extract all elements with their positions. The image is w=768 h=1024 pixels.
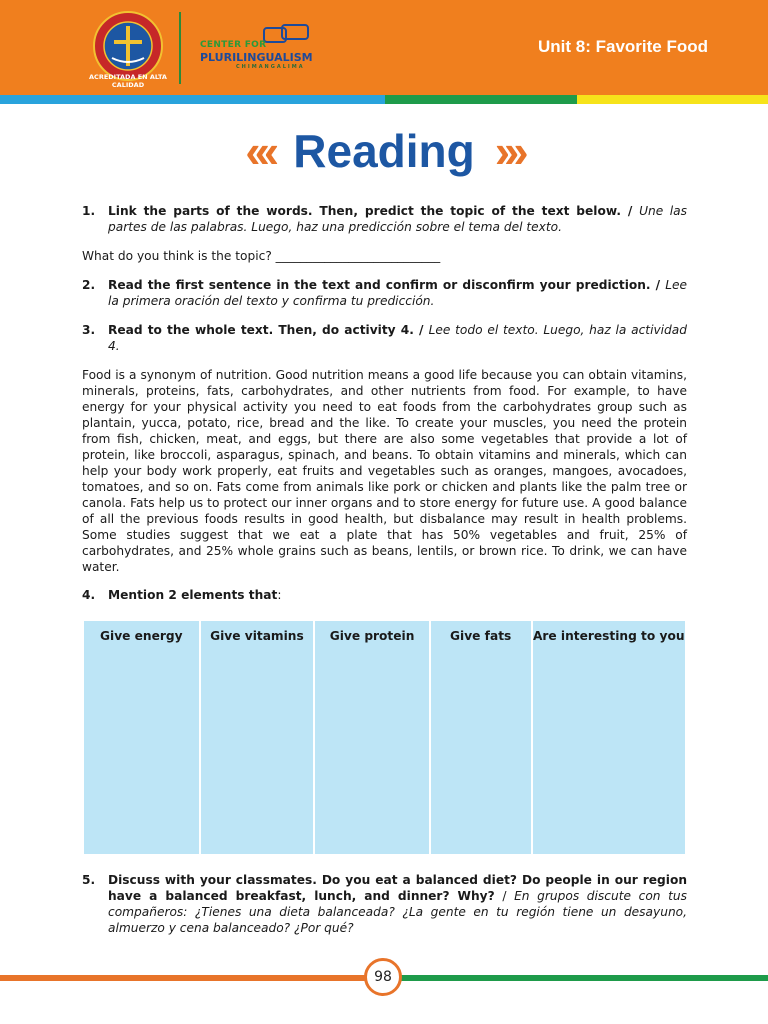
- table-header-give-protein[interactable]: Give protein: [315, 621, 431, 854]
- reading-content: [82, 203, 687, 616]
- instruction-2: 2. Read the first sentence in the text and confirm or disconfirm your prediction. / Lee la primera oración del texto y confirma tu predicción.: [82, 278, 688, 308]
- speech-bubbles-icon: [262, 24, 312, 46]
- plurilingualism-text: PLURILINGUALISM: [200, 51, 313, 64]
- logo-divider: [179, 12, 181, 84]
- chimangalima-text: CHIMANGALIMA: [236, 64, 305, 70]
- left-chevrons-icon: ‹‹‹: [245, 125, 274, 177]
- page-number: 98: [364, 958, 402, 996]
- header-color-stripe: [0, 95, 768, 104]
- instruction-5: 5. Discuss with your classmates. Do you eat a balanced diet? Do people in our region have a balanced breakfast, lunch, and dinner? Why? / En grupos discute con tus compañeros: ¿Tienes una dieta balanceada? ¿La gente en tu región tiene un desayuno, almuerzo y cena balanceado? ¿Por qué?: [82, 873, 688, 935]
- reading-passage: Food is a synonym of nutrition. Good nutrition means a good life because you can obtain vitamins, minerals, proteins, fats, carbohydrates, and other nutrients from food. For example, to have energy for your physical activity you need to eat foods from the carbohydrates group such as plantain, yucca, potato, rice, bread and the like. To create your muscles, you need the protein from fish, chicken, meat, and eggs, but there are also some vegetables that provide a lot of protein, like broccoli, asparagus, spinach, and beans. To obtain vitamins and minerals, which can help your body work properly, eat fruits and vegetables such as oranges, mangoes, avocadoes, tomatoes, and so on. Fats come from animals like pork or chicken and plants like the palm tree or canola. Fats help us to protect our inner organs and to store energy for future use. A good balance of all the previous foods results in good health, but disbalance may result in health problems. Some studies suggest that we eat a plate that has 50% vegetables and fruit, 25% of carbohydrates, and 25% whole grains such as beans, lentils, or brown rice. To drink, we can have water.: [82, 368, 687, 574]
- reading-heading: Reading: [293, 125, 475, 177]
- center-for-text: CENTER FOR: [200, 40, 267, 50]
- instruction-4: 4. Mention 2 elements that:: [82, 588, 282, 602]
- instruction-3: 3. Read to the whole text. Then, do activity 4. / Lee todo el texto. Luego, haz la actividad 4.: [82, 323, 688, 353]
- university-seal-icon: [92, 10, 164, 82]
- table-header-give-energy[interactable]: Give energy: [84, 621, 201, 854]
- footer-line-right: [398, 975, 768, 981]
- unit-title: Unit 8: Favorite Food: [538, 37, 708, 56]
- university-accreditation-text: ACREDITADA EN ALTA CALIDAD: [89, 73, 167, 89]
- table-header-give-vitamins[interactable]: Give vitamins: [201, 621, 316, 854]
- table-header-interesting[interactable]: Are interesting to you: [533, 621, 685, 854]
- right-chevrons-icon: ›››: [494, 125, 523, 177]
- section-title: [0, 124, 768, 178]
- table-header-give-fats[interactable]: Give fats: [431, 621, 533, 854]
- topic-question: What do you think is the topic? ___________________________: [82, 249, 441, 263]
- instruction-1: 1. Link the parts of the words. Then, predict the topic of the text below. / Une las partes de las palabras. Luego, haz una predicción sobre el tema del texto.: [82, 204, 687, 234]
- activity-table: [83, 620, 686, 855]
- footer-line-left: [0, 975, 370, 981]
